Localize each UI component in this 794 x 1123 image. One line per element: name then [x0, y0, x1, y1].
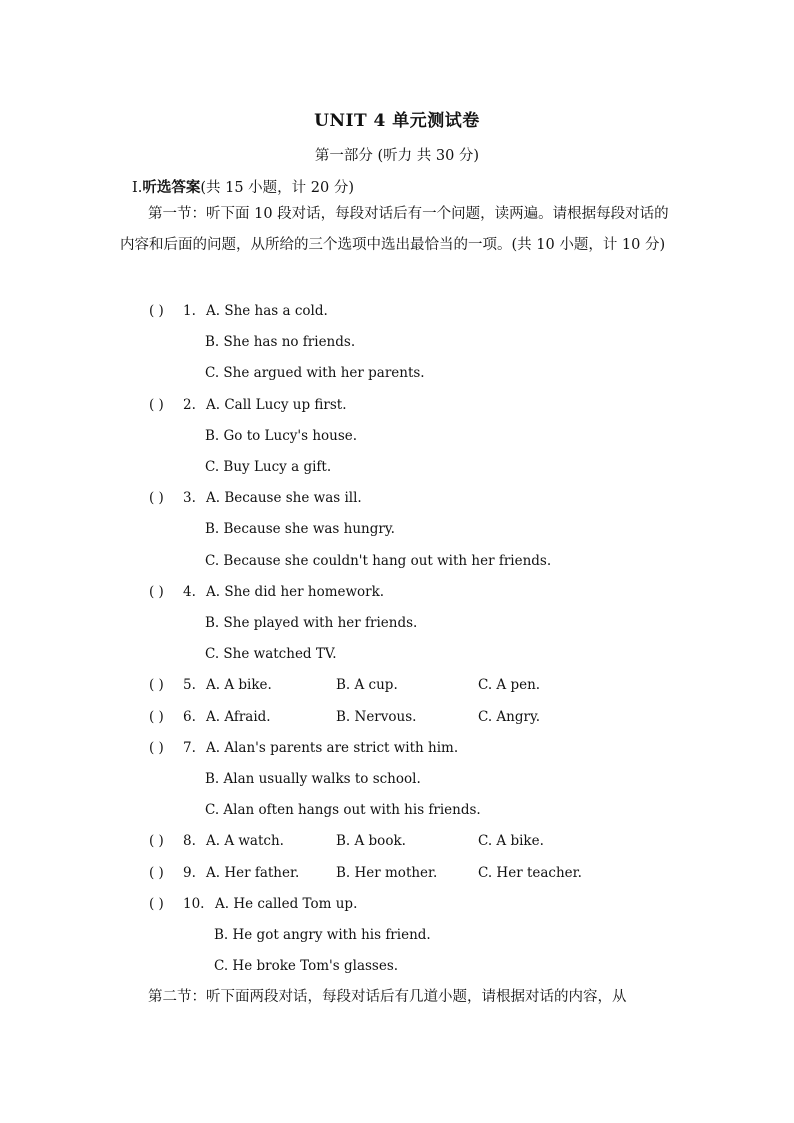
option-b: B. Alan usually walks to school. — [205, 771, 421, 787]
question-number: 9. — [183, 864, 196, 881]
question-number: 6. — [183, 708, 196, 725]
option-b: B. She played with her friends. — [205, 615, 418, 631]
question-row — [0, 296, 794, 327]
option-row — [0, 358, 794, 389]
question-row — [0, 483, 794, 514]
option-b: B. Because she was hungry. — [205, 521, 395, 538]
question-row — [0, 889, 794, 920]
part2-instructions: 第二节：听下面两段对话，每段对话后有几道小题，请根据对话的内容，从 — [148, 989, 627, 1005]
option-b: B. He got angry with his friend. — [214, 927, 431, 943]
option-row — [0, 452, 794, 483]
question-number: 3. — [183, 490, 196, 507]
option-row — [0, 608, 794, 639]
part-subtitle: 第一部分 (听力 共 30 分) — [314, 148, 480, 164]
option-c: C. He broke Tom's glasses. — [214, 958, 399, 975]
question-row — [0, 826, 794, 857]
option-a: A. She has a cold. — [206, 303, 328, 319]
question-number: 7. — [183, 739, 196, 756]
answer-blank: ( ) — [149, 708, 164, 725]
question-number: 10. — [183, 895, 205, 912]
option-a: A. Afraid. — [206, 708, 271, 725]
section-detail: (共 15 小题，计 20 分) — [200, 180, 354, 196]
question-row — [0, 390, 794, 421]
option-c: C. Her teacher. — [478, 864, 582, 881]
answer-blank: ( ) — [149, 739, 164, 756]
option-b: B. A cup. — [336, 677, 398, 694]
option-row — [0, 327, 794, 358]
option-c: C. A bike. — [478, 833, 544, 850]
option-c: C. She watched TV. — [205, 646, 337, 663]
option-a: A. He called Tom up. — [215, 895, 358, 912]
option-a: A. A bike. — [206, 677, 272, 694]
section-roman: Ⅰ. — [132, 180, 143, 196]
question-number: 4. — [183, 583, 196, 600]
option-a: A. She did her homework. — [206, 583, 385, 600]
option-c: C. Buy Lucy a gift. — [205, 459, 332, 475]
question-number: 2. — [183, 396, 196, 413]
answer-blank: ( ) — [149, 895, 164, 912]
option-row — [0, 546, 794, 577]
question-row — [0, 702, 794, 733]
option-row — [0, 764, 794, 795]
option-b: B. Her mother. — [336, 864, 438, 881]
question-number: 8. — [183, 833, 196, 850]
option-row — [0, 514, 794, 545]
option-c: C. She argued with her parents. — [205, 365, 425, 382]
question-row — [0, 577, 794, 608]
option-a: A. Because she was ill. — [206, 490, 362, 507]
option-c: C. Because she couldn't hang out with her friends. — [205, 552, 552, 569]
option-c: C. Alan often hangs out with his friends. — [205, 802, 481, 819]
option-row — [0, 920, 794, 951]
page-title: UNIT 4 单元测试卷 — [314, 111, 480, 131]
question-number: 5. — [183, 677, 196, 694]
question-number: 1. — [183, 303, 196, 319]
question-row — [0, 733, 794, 764]
answer-blank: ( ) — [149, 864, 164, 881]
option-b: B. A book. — [336, 833, 406, 850]
option-row — [0, 421, 794, 452]
section-label: 听选答案 — [142, 179, 201, 196]
option-row — [0, 639, 794, 670]
option-c: C. A pen. — [478, 677, 541, 694]
option-a: A. Call Lucy up first. — [206, 396, 347, 413]
answer-blank: ( ) — [149, 490, 164, 507]
question-row — [0, 670, 794, 701]
answer-blank: ( ) — [149, 303, 164, 319]
answer-blank: ( ) — [149, 396, 164, 413]
answer-blank: ( ) — [149, 677, 164, 694]
option-b: B. Nervous. — [336, 708, 417, 725]
option-a: A. Her father. — [206, 864, 300, 881]
option-b: B. Go to Lucy's house. — [205, 427, 358, 444]
option-row — [0, 795, 794, 826]
option-b: B. She has no friends. — [205, 334, 356, 351]
answer-blank: ( ) — [149, 833, 164, 850]
option-a: A. A watch. — [206, 833, 284, 850]
option-c: C. Angry. — [478, 708, 541, 725]
answer-blank: ( ) — [149, 583, 164, 600]
part1-instructions: 第一节：听下面 10 段对话，每段对话后有一个问题，读两遍。请根据每段对话的内容和后面的问题，从所给的三个选项中选出最恰当的一项。(共 10 小题，计 10 分) — [120, 206, 669, 253]
option-a: A. Alan's parents are strict with him. — [206, 739, 459, 756]
option-row — [0, 951, 794, 982]
section-heading — [132, 176, 354, 197]
question-row — [0, 858, 794, 889]
